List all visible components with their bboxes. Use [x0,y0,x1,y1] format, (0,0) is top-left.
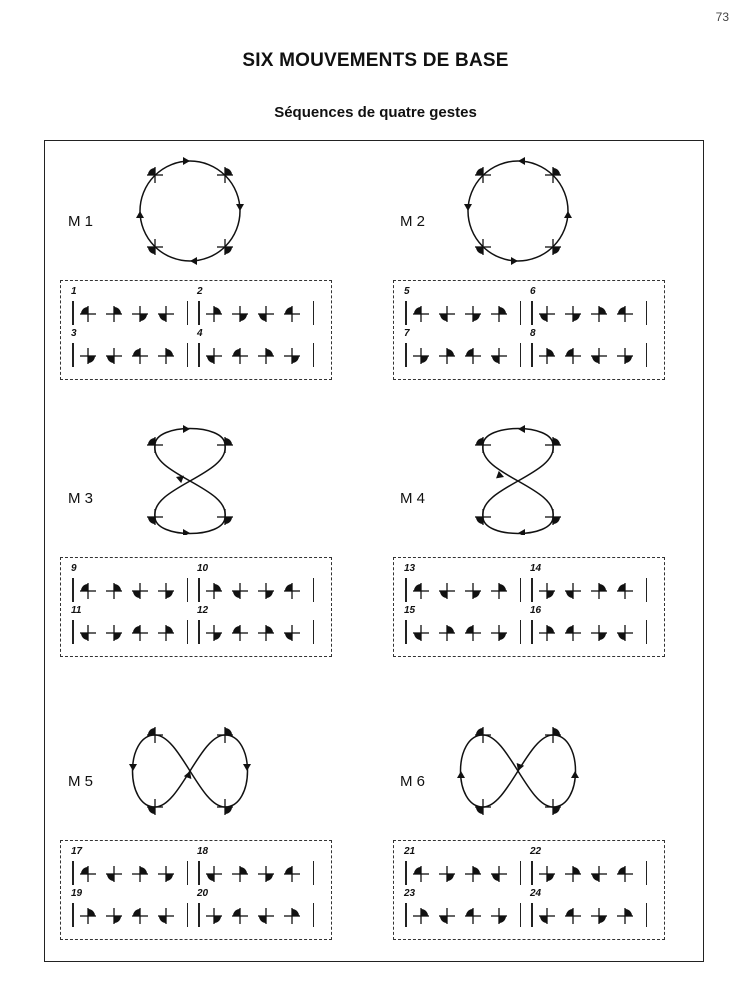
sequence-number: 18 [197,846,209,857]
gesture-glyph-tl [79,865,97,883]
sequence-bar-right [520,620,522,644]
gesture-glyph-tl [283,582,301,600]
direction-arrow [176,476,184,484]
gesture-glyph-bl [438,305,456,323]
gesture-glyph-tl [131,907,149,925]
gesture-glyph-tr [490,582,508,600]
sequence-bar-left [405,903,407,927]
gesture-glyph-br [538,865,556,883]
direction-arrow [183,157,190,165]
gesture-glyph-tl [464,624,482,642]
sequence-number: 9 [71,563,77,574]
sequence-bar-left [405,861,407,885]
direction-arrow [236,204,244,211]
gesture-glyph-tr [217,727,233,743]
gesture-glyph-tl [564,624,582,642]
gesture-glyph-tl [231,907,249,925]
movement-label: M 5 [68,773,94,790]
gesture-glyph-br [257,865,275,883]
movement-diagram-1 [120,155,260,265]
sequence [197,328,315,365]
sequence-bar-right [520,301,522,325]
gesture-glyph-tl [412,582,430,600]
sequence-bar-right [187,861,189,885]
gesture-glyph-tl [464,907,482,925]
sequence-number: 24 [530,888,542,899]
sequence [530,328,648,365]
sequence-number: 14 [530,563,542,574]
direction-arrow [136,211,144,218]
sequence-bar-right [313,861,315,885]
gesture-glyph-br [464,582,482,600]
gesture-glyph-br [490,907,508,925]
gesture-glyph-br [205,624,223,642]
gesture-glyph-tl [79,582,97,600]
sequence-number: 22 [530,846,542,857]
direction-arrow [183,425,190,433]
sequence-number: 15 [404,605,416,616]
gesture-glyph-tl [475,727,491,743]
movement-diagram-wrapper [120,155,260,270]
gesture-glyph-bl [438,907,456,925]
sequence-number: 23 [404,888,416,899]
sequence-number: 4 [197,328,203,339]
sequence-number: 20 [197,888,209,899]
sequence-number: 13 [404,563,416,574]
sequence-bar-left [405,578,407,602]
sequence-bar-left [198,301,200,325]
sequence-bar-left [405,301,407,325]
gesture-glyph-bl [538,907,556,925]
direction-arrow [518,425,525,433]
sequence-bar-right [520,903,522,927]
gesture-glyph-tl [147,727,163,743]
sequence-bar-left [72,343,74,367]
movement-diagram-3 [120,425,260,535]
movement-diagram-wrapper [120,715,260,830]
gesture-glyph-tl [231,624,249,642]
movement-diagram-wrapper [448,155,588,270]
gesture-glyph-tr [231,865,249,883]
movement-path [155,429,225,534]
sequence-bar-right [187,620,189,644]
direction-arrow [457,771,465,778]
sequence-bar-right [646,343,648,367]
movement-label: M 3 [68,490,94,507]
gesture-glyph-tl [564,347,582,365]
sequence-bar-left [198,343,200,367]
sequence-bar-left [405,620,407,644]
sequence-number: 5 [404,286,410,297]
gesture-glyph-tl [79,305,97,323]
gesture-glyph-bl [490,347,508,365]
gesture-glyph-bl [157,907,175,925]
sequence-bar-left [72,578,74,602]
sequence-bar-left [405,343,407,367]
gesture-glyph-bl [490,865,508,883]
direction-arrow [464,204,472,211]
gesture-glyph-tl [464,347,482,365]
gesture-glyph-bl [105,347,123,365]
gesture-glyph-tr [205,582,223,600]
gesture-glyph-br [564,305,582,323]
gesture-glyph-tr [105,582,123,600]
sequence-bar-right [313,578,315,602]
gesture-glyph-tl [131,624,149,642]
gesture-glyph-bl [105,865,123,883]
sequence [71,888,189,925]
gesture-glyph-tr [412,907,430,925]
sequence [530,286,648,323]
sequence-bar-right [520,861,522,885]
gesture-glyph-br [217,799,233,815]
gesture-glyph-br [257,582,275,600]
sequence-bar-left [531,578,533,602]
gesture-glyph-bl [79,624,97,642]
gesture-glyph-bl [147,509,163,525]
gesture-glyph-tr [105,305,123,323]
sequence-bar-right [187,343,189,367]
sequence-box [393,280,665,380]
gesture-glyph-tr [545,727,561,743]
movement-diagram-wrapper [120,425,260,540]
gesture-glyph-br [283,347,301,365]
sequence [404,888,522,925]
sequence-bar-left [531,861,533,885]
sequence-bar-right [187,301,189,325]
gesture-glyph-tr [590,305,608,323]
gesture-glyph-tl [283,865,301,883]
gesture-glyph-bl [257,305,275,323]
gesture-glyph-tl [147,437,163,453]
sequence-bar-right [646,301,648,325]
sequence-bar-left [198,620,200,644]
gesture-glyph-tr [490,305,508,323]
sequence-bar-right [313,343,315,367]
gesture-glyph-tr [205,305,223,323]
sequence [404,605,522,642]
sequence-number: 17 [71,846,83,857]
gesture-glyph-br [79,347,97,365]
sequence [71,846,189,883]
direction-arrow [190,257,197,265]
sequence [530,605,648,642]
gesture-glyph-tl [616,582,634,600]
sequence-bar-left [198,861,200,885]
sequence-box [393,840,665,940]
gesture-glyph-bl [131,582,149,600]
sequence-bar-left [531,903,533,927]
sequence-bar-left [531,343,533,367]
sequence-number: 7 [404,328,410,339]
gesture-glyph-br [590,624,608,642]
sequence-bar-right [520,578,522,602]
gesture-glyph-bl [475,799,491,815]
sequence-box [60,280,332,380]
movement-diagram-wrapper [448,715,588,830]
gesture-glyph-bl [205,865,223,883]
sequence [197,563,315,600]
sequence [530,846,648,883]
sequence-number: 11 [71,605,82,616]
gesture-glyph-bl [283,624,301,642]
sequence [71,286,189,323]
gesture-glyph-br [545,509,561,525]
gesture-glyph-tl [616,865,634,883]
direction-arrow [571,771,579,778]
gesture-glyph-tl [475,437,491,453]
page-subtitle: Séquences de quatre gestes [274,104,477,121]
gesture-glyph-tr [283,907,301,925]
gesture-glyph-bl [475,509,491,525]
gesture-glyph-tr [464,865,482,883]
gesture-glyph-bl [157,305,175,323]
gesture-glyph-bl [257,907,275,925]
sequence [530,888,648,925]
sequence-bar-left [72,861,74,885]
gesture-glyph-bl [205,347,223,365]
gesture-glyph-bl [616,624,634,642]
gesture-glyph-tr [157,624,175,642]
gesture-glyph-tr [257,624,275,642]
sequence [197,846,315,883]
sequence-bar-left [531,301,533,325]
sequence [71,605,189,642]
sequence-bar-left [72,301,74,325]
sequence [71,328,189,365]
movement-diagram-2 [448,155,588,265]
sequence [197,286,315,323]
gesture-glyph-tl [283,305,301,323]
gesture-glyph-br [157,865,175,883]
sequence-bar-right [520,343,522,367]
gesture-glyph-tr [438,347,456,365]
movement-diagram-4 [448,425,588,535]
gesture-glyph-br [205,907,223,925]
gesture-glyph-tr [438,624,456,642]
gesture-glyph-tl [231,347,249,365]
sequence-number: 21 [404,846,416,857]
gesture-glyph-bl [538,305,556,323]
direction-arrow [511,257,518,265]
gesture-glyph-tr [564,865,582,883]
gesture-glyph-br [231,305,249,323]
gesture-glyph-bl [438,582,456,600]
sequence [197,888,315,925]
gesture-glyph-tr [590,582,608,600]
sequence-bar-right [646,620,648,644]
gesture-glyph-tl [564,907,582,925]
sequence-bar-left [198,578,200,602]
sequence-bar-left [72,903,74,927]
sequence-bar-right [313,903,315,927]
sequence-box [60,557,332,657]
sequence-number: 6 [530,286,536,297]
gesture-glyph-br [217,509,233,525]
gesture-glyph-tl [412,865,430,883]
gesture-glyph-tr [257,347,275,365]
gesture-glyph-tr [217,437,233,453]
page-number: 73 [715,10,729,24]
sequence-number: 16 [530,605,542,616]
direction-arrow [129,764,137,771]
gesture-glyph-br [490,624,508,642]
sequence [71,563,189,600]
gesture-glyph-tr [616,907,634,925]
gesture-glyph-tr [545,437,561,453]
sequence [404,286,522,323]
gesture-glyph-bl [590,865,608,883]
gesture-glyph-br [157,582,175,600]
sequence-number: 2 [197,286,203,297]
sequence-number: 1 [71,286,77,297]
sequence-number: 10 [197,563,209,574]
page-title: SIX MOUVEMENTS DE BASE [242,50,509,71]
gesture-glyph-br [590,907,608,925]
gesture-glyph-br [616,347,634,365]
sequence [404,328,522,365]
gesture-glyph-br [545,799,561,815]
sequence-bar-right [646,861,648,885]
sequence-box [60,840,332,940]
gesture-glyph-tl [412,305,430,323]
movement-label: M 2 [400,213,426,230]
movement-diagram-wrapper [448,425,588,540]
gesture-glyph-br [131,305,149,323]
gesture-glyph-tr [79,907,97,925]
sequence [404,846,522,883]
sequence-number: 19 [71,888,83,899]
gesture-glyph-bl [564,582,582,600]
sequence-bar-left [198,903,200,927]
sequence-bar-right [187,903,189,927]
direction-arrow [564,211,572,218]
movement-path [483,429,553,534]
movement-label: M 6 [400,773,426,790]
gesture-glyph-br [438,865,456,883]
sequence-bar-right [313,301,315,325]
direction-arrow [243,764,251,771]
sequence-number: 3 [71,328,77,339]
sequence-bar-right [646,578,648,602]
sequence-number: 8 [530,328,536,339]
movement-label: M 1 [68,213,94,230]
gesture-glyph-bl [412,624,430,642]
sequence [530,563,648,600]
gesture-glyph-tr [538,624,556,642]
gesture-glyph-tr [131,865,149,883]
gesture-glyph-bl [590,347,608,365]
gesture-glyph-br [538,582,556,600]
sequence-bar-right [187,578,189,602]
movement-diagram-5 [120,715,260,825]
gesture-glyph-tl [131,347,149,365]
sequence [404,563,522,600]
gesture-glyph-br [412,347,430,365]
gesture-glyph-bl [231,582,249,600]
gesture-glyph-br [464,305,482,323]
sequence-bar-left [531,620,533,644]
sequence-number: 12 [197,605,209,616]
sequence [197,605,315,642]
gesture-glyph-tr [157,347,175,365]
direction-arrow [518,157,525,165]
sequence-bar-right [646,903,648,927]
gesture-glyph-tr [538,347,556,365]
gesture-glyph-br [105,624,123,642]
gesture-glyph-tl [616,305,634,323]
sequence-bar-left [72,620,74,644]
gesture-glyph-br [105,907,123,925]
gesture-glyph-bl [147,799,163,815]
sequence-box [393,557,665,657]
movement-label: M 4 [400,490,426,507]
sequence-bar-right [313,620,315,644]
movement-diagram-6 [448,715,588,825]
